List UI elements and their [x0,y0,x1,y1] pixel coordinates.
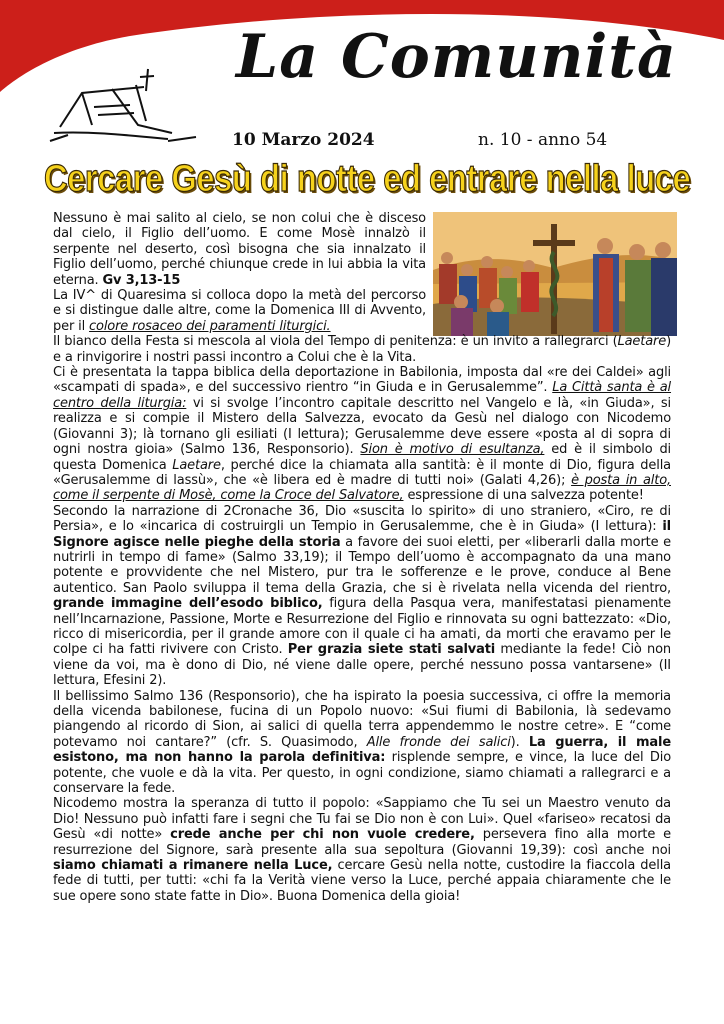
paragraph-psalm: Il bellissimo Salmo 136 (Responsorio), che ha ispirato la poesia successiva, ci offre la memoria della vicenda babilonese, fucina di un Popolo nuovo: «Sui fiumi di Babilonia, là sedevamo piangendo al ricordo di Sion, ai salici di quella terra appendemmo le nostre cetre». E “come potevamo noi cantare?” (cfr. S. Quasimodo, Alle fronde dei salici). La guerra, il male esistono, ma non hanno la parola definitiva: risplende sempre, e vince, la luce del Dio potente, che vuole e dà la vita. Per questo, in ogni condizione, siamo chiamati a rallegrarci e a conservare la fede. [53,688,671,797]
paragraph-nicodemus: Nicodemo mostra la speranza di tutto il popolo: «Sappiamo che Tu sei un Maestro venuto da Dio! Nessuno può infatti fare i segni che Tu fai se Dio non è con Lui». Quel «fariseo» recatosi da Gesù «di notte» crede anche per chi non vuole credere, persevera fino alla morte e resurrezione del Signore, sarà presente alla sua sepoltura (Giovanni 19,39): così anche noi siamo chiamati a rimanere nella Luce, cercare Gesù nella notte, custodire la fiaccola della fede di tutti, per tutti: «chi fa la Verità viene verso la Luce, perché appaia chiaramente che le sue opere sono state fatte in Dio». Buona Domenica della gioia! [53,796,672,904]
paragraph-intro-continued: Il bianco della Festa si mescola al viola del Tempo di penitenza: è un invito a rallegrarci (Laetare) e a rinvigorire i nostri passi incontro a Colui che è la Vita. [53,334,671,365]
masthead-title: La Comunità [236,22,677,92]
issue-number: n. 10 - anno 54 [478,130,608,150]
paragraph-babylon: Ci è presentata la tappa biblica della deportazione in Babilonia, imposta dal «re dei Caldei» agli «scampati di spada», e del successivo rientro “in Giuda e in Gerusalemme”. La Città santa è al centro della liturgia: vi si svolge l’incontro capitale descritto nel Vangelo e là, «in Giuda», si realizza e si compie il Mistero della Salvezza, evocato da Gesù nel dialogo con Nicodemo (Giovanni 3); là tornano gli esiliati (I lettura); Gerusalemme deve essere «posta al di sopra di ogni nostra gioia» (Salmo 136, Responsorio). Sion è motivo di esultanza, ed è il simbolo di questa Domenica Laetare, perché dice la chiamata alla santità: è il monte di Dio, figura della «Gerusalemme di lassù», che «è libera ed è madre di tutti noi» (Galati 4,26); è posta in alto, come il serpente di Mosè, come la Croce del Salvatore, espressione di una salvezza potente! [53,365,672,504]
headline: Cercare Gesù di notte ed entrare nella luce [44,158,691,200]
gospel-reference: Gv 3,13-15 [102,272,181,288]
article-body [53,211,671,904]
church-icon [48,55,198,145]
gospel-quote-paragraph: Nessuno è mai salito al cielo, se non colui che è disceso dal cielo, il Figlio dell’uomo. E come Mosè innalzò il serpente nel deserto, così bisogna che sia innalzato il Figlio dell’uomo, perché chiunque crede in lui abbia la vita eterna. Gv 3,13-15 [53,211,426,288]
paragraph-intro: La IV^ di Quaresima si colloca dopo la metà del percorso e si distingue dalle altre, come la Domenica III di Avvento, per il colore rosaceo dei paramenti liturgici. [53,288,426,334]
paragraph-cyrus: Secondo la narrazione di 2Cronache 36, Dio «suscita lo spirito» di uno straniero, «Ciro, re di Persia», e lo «incarica di costruirgli un Tempio in Gerusalemme, che è in Giuda» (I lettura): il Signore agisce nelle pieghe della storia a favore dei suoi eletti, per «liberarli dalla morte e nutrirli in tempo di fame» (Salmo 33,19); il Tempo dell’uomo è accompagnato da una mano potente e provvidente che nel Mistero, pur tra le sofferenze e le prove, conduce al Bene autentico. San Paolo sviluppa il tema della Grazia, che si è rivelata nella vicenda del rientro, grande immagine dell’esodo biblico, figura della Pasqua vera, manifestatasi pienamente nell’Incarnazione, Passione, Morte e Resurrezione del Figlio e rinnovata su ogni battezzato: «Dio, ricco di misericordia, per il grande amore con il quale ci ha amati, da morti che eravamo per le colpe ci ha fatti rivivere con Cristo. Per grazia siete stati salvati mediante la fede! Ciò non viene da voi, ma è dono di Dio, né viene dalle opere, perché nessuno possa vantarsene» (II lettura, Efesini 2). [53,503,672,689]
issue-date: 10 Marzo 2024 [232,130,375,150]
